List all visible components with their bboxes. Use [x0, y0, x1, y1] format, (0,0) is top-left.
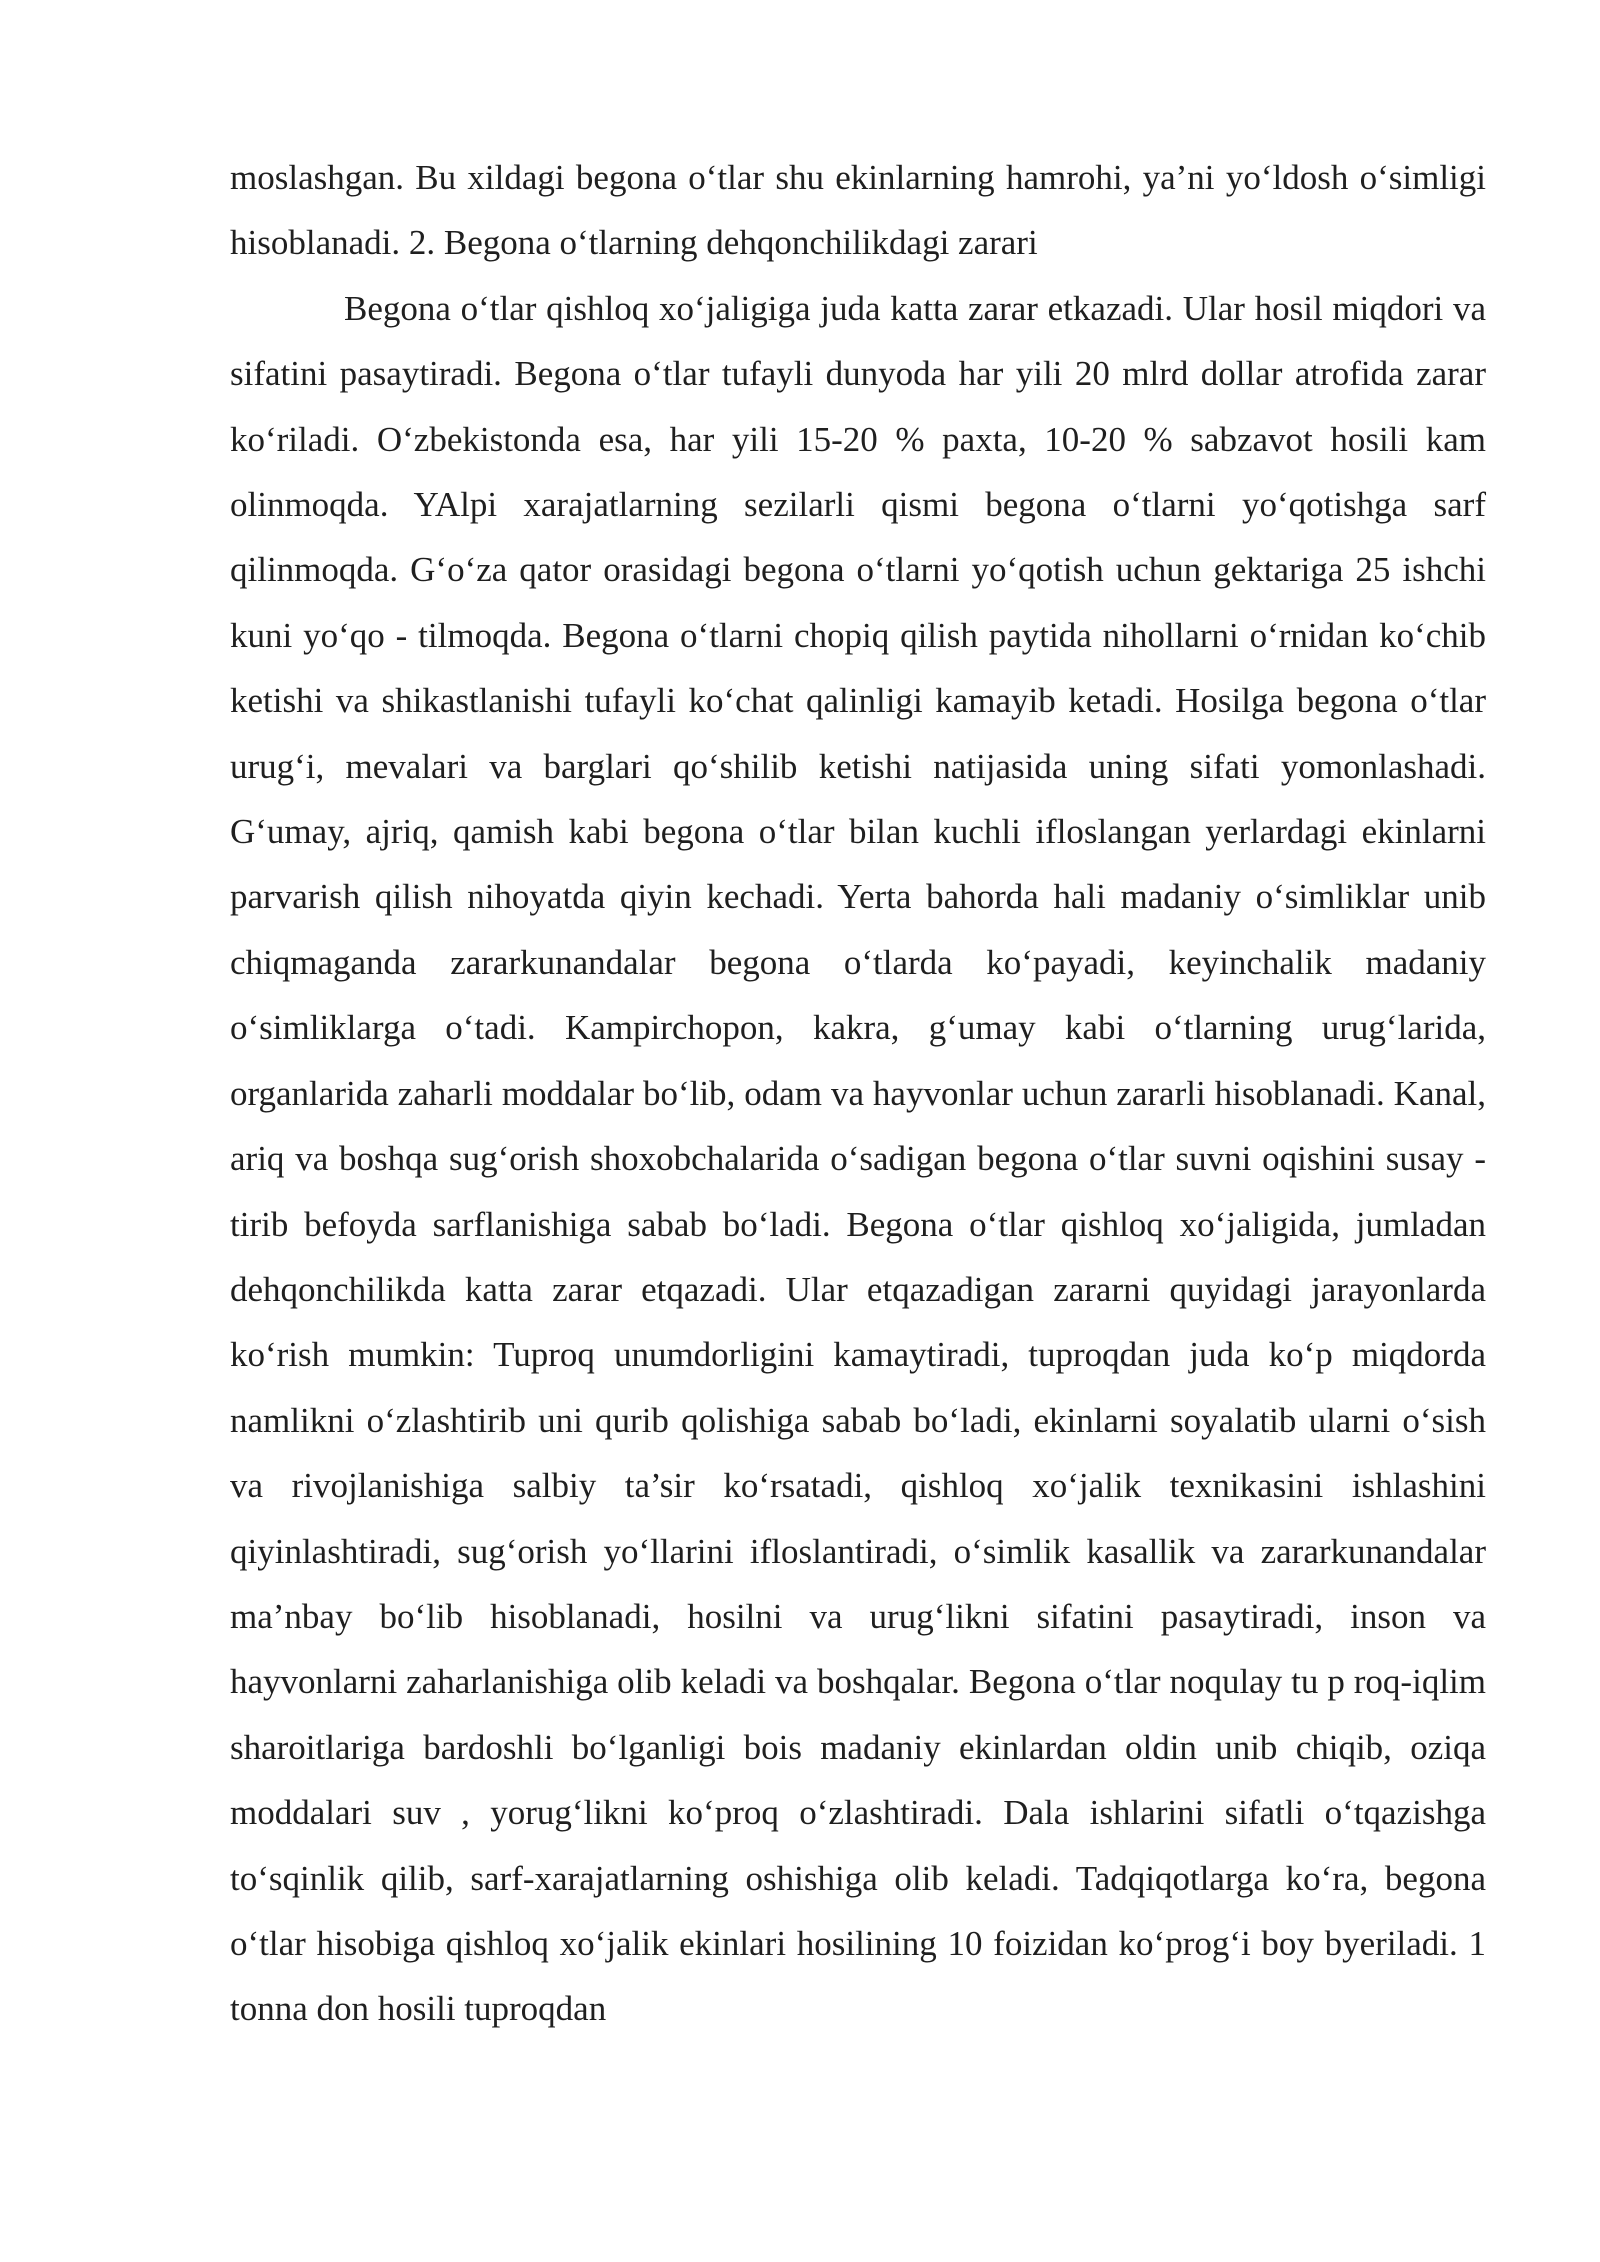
paragraph-weed-damage: Begona o‘tlar qishloq xo‘jaligiga juda katta zarar etkazadi. Ular hosil miqdori va sifatini pasaytiradi. Begona o‘tlar tufayli dunyoda har yili 20 mlrd dollar atrofida zarar ko‘riladi. O‘zbekistonda esa, har yili 15-20 % paxta, 10-20 % sabzavot hosili kam olinmoqda. YAlpi xarajatlarning sezilarli qismi begona o‘tlarni yo‘qotishga sarf qilinmoqda. G‘o‘za qator orasidagi begona o‘tlarni yo‘qotish uchun gektariga 25 ishchi kuni yo‘qo - tilmoqda. Begona o‘tlarni chopiq qilish paytida nihollarni o‘rnidan ko‘chib ketishi va shikastlanishi tufayli ko‘chat qalinligi kamayib ketadi. Hosilga begona o‘tlar urug‘i, mevalari va barglari qo‘shilib ketishi natijasida uning sifati yomonlashadi. G‘umay, ajriq, qamish kabi begona o‘tlar bilan kuchli ifloslangan yerlardagi ekinlarni parvarish qilish nihoyatda qiyin kechadi. Yerta bahorda hali madaniy o‘simliklar unib chiqmaganda zararkunandalar begona o‘tlarda ko‘payadi, keyinchalik madaniy o‘simliklarga o‘tadi. Kampirchopon, kakra, g‘umay kabi o‘tlarning urug‘larida, organlarida zaharli moddalar bo‘lib, odam va hayvonlar uchun zararli hisoblanadi. Kanal, ariq va boshqa sug‘orish shoxobchalarida o‘sadigan begona o‘tlar suvni oqishini susay - tirib befoyda sarflanishiga sabab bo‘ladi. Begona o‘tlar qishloq xo‘jaligida, jumladan dehqonchilikda katta zarar etqazadi. Ular etqazadigan zararni quyidagi jarayonlarda ko‘rish mumkin: Tuproq unumdorligini kamaytiradi, tuproqdan juda ko‘p miqdorda namlikni o‘zlashtirib uni qurib qolishiga sabab bo‘ladi, ekinlarni soyalatib ularni o‘sish va rivojlanishiga salbiy ta’sir ko‘rsatadi, qishloq xo‘jalik texnikasini ishlashini qiyinlashtiradi, sug‘orish yo‘llarini ifloslantiradi, o‘simlik kasallik va zararkunandalar ma’nbay bo‘lib hisoblanadi, hosilni va urug‘likni sifatini pasaytiradi, inson va hayvonlarni zaharlanishiga olib keladi va boshqalar. Begona o‘tlar noqulay tu p roq-iqlim sharoitlariga bardoshli bo‘lganligi bois madaniy ekinlardan oldin unib chiqib, oziqa moddalari suv , yorug‘likni ko‘proq o‘zlashtiradi. Dala ishlarini sifatli o‘tqazishga to‘sqinlik qilib, sarf-xarajatlarning oshishiga olib keladi. Tadqiqotlarga ko‘ra, begona o‘tlar hisobiga qishloq xo‘jalik ekinlari hosilining 10 foizidan ko‘prog‘i boy byeriladi. 1 tonna don hosili tuproqdan	[230, 288, 1486, 2029]
document-body	[230, 145, 1486, 2042]
paragraph-continuation: moslashgan. Bu xildagi begona o‘tlar shu ekinlarning hamrohi, ya’ni yo‘ldosh o‘simligi hisoblanadi. 2. Begona o‘tlarning dehqonchilikdagi zarari	[230, 158, 1486, 263]
